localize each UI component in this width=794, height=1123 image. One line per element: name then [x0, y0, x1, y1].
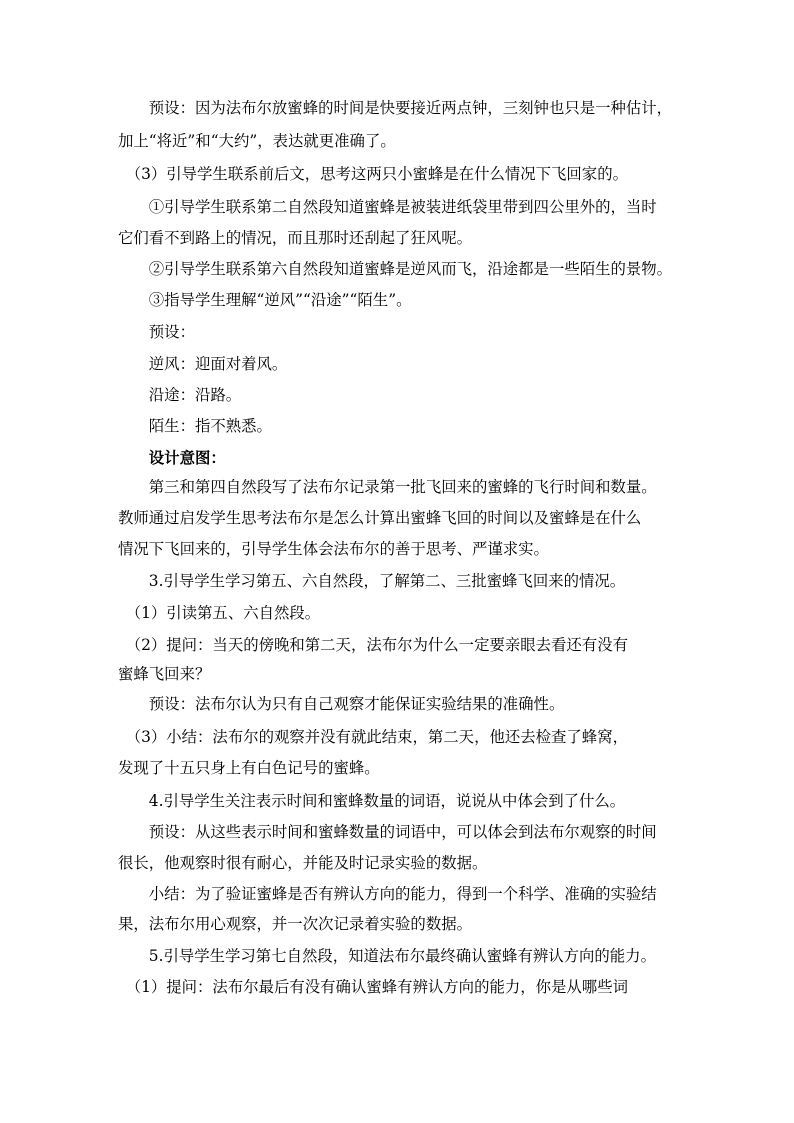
paragraph-line: （3）小结：法布尔的观察并没有就此结束，第二天，他还去检查了蜂窝，	[118, 728, 628, 746]
paragraph-line: 预设：从这些表示时间和蜜蜂数量的词语中，可以体会到法布尔观察的时间	[118, 823, 657, 841]
paragraph-line: ③指导学生理解“逆风”“沿途”“陌生”。	[118, 291, 412, 309]
paragraph-line: （1）提问：法布尔最后有没有确认蜜蜂有辨认方向的能力，你是从哪些词	[118, 978, 628, 996]
section-heading: 设计意图：	[118, 449, 226, 467]
paragraph-line: 它们看不到路上的情况，而且那时还刮起了狂风呢。	[118, 229, 472, 247]
paragraph-line: 发现了十五只身上有白色记号的蜜蜂。	[118, 759, 380, 777]
paragraph-line: 第三和第四自然段写了法布尔记录第一批飞回来的蜜蜂的飞行时间和数量。	[118, 478, 657, 496]
paragraph-line: （1）引读第五、六自然段。	[118, 604, 321, 622]
paragraph-line: （3）引导学生联系前后文，思考这两只小蜜蜂是在什么情况下飞回家的。	[118, 165, 628, 183]
paragraph-line: 情况下飞回来的，引导学生体会法布尔的善于思考、严谨求实。	[118, 540, 549, 558]
paragraph-line: 加上“将近”和“大约”，表达就更准确了。	[118, 132, 396, 150]
paragraph-line: 蜜蜂飞回来？	[118, 665, 211, 683]
paragraph-line: （2）提问：当天的傍晚和第二天，法布尔为什么一定要亲眼去看还有没有	[118, 636, 628, 654]
paragraph-line: 预设：	[118, 323, 195, 341]
paragraph-line: 陌生：指不熟悉。	[118, 417, 272, 435]
paragraph-line: 预设：法布尔认为只有自己观察才能保证实验结果的准确性。	[118, 695, 565, 713]
paragraph-line: ①引导学生联系第二自然段知道蜜蜂是被装进纸袋里带到四公里外的，当时	[118, 198, 657, 216]
paragraph-line: 小结：为了验证蜜蜂是否有辨认方向的能力，得到一个科学、准确的实验结	[118, 885, 657, 903]
paragraph-line: 果，法布尔用心观察，并一次次记录着实验的数据。	[118, 915, 472, 933]
paragraph-line: 教师通过启发学生思考法布尔是怎么计算出蜜蜂飞回的时间以及蜜蜂是在什么	[118, 509, 642, 527]
paragraph-line: ②引导学生联系第六自然段知道蜜蜂是逆风而飞，沿途都是一些陌生的景物。	[118, 260, 673, 278]
paragraph-line: 很长，他观察时很有耐心，并能及时记录实验的数据。	[118, 854, 488, 872]
paragraph-line: 逆风：迎面对着风。	[118, 355, 288, 373]
paragraph-line: 5.引导学生学习第七自然段，知道法布尔最终确认蜜蜂有辨认方向的能力。	[118, 947, 656, 965]
paragraph-line: 预设：因为法布尔放蜜蜂的时间是快要接近两点钟，三刻钟也只是一种估计，	[118, 99, 673, 117]
paragraph-line: 沿途：沿路。	[118, 386, 242, 404]
paragraph-line: 4.引导学生关注表示时间和蜜蜂数量的词语，说说从中体会到了什么。	[118, 792, 626, 810]
paragraph-line: 3.引导学生学习第五、六自然段，了解第二、三批蜜蜂飞回来的情况。	[118, 572, 626, 590]
